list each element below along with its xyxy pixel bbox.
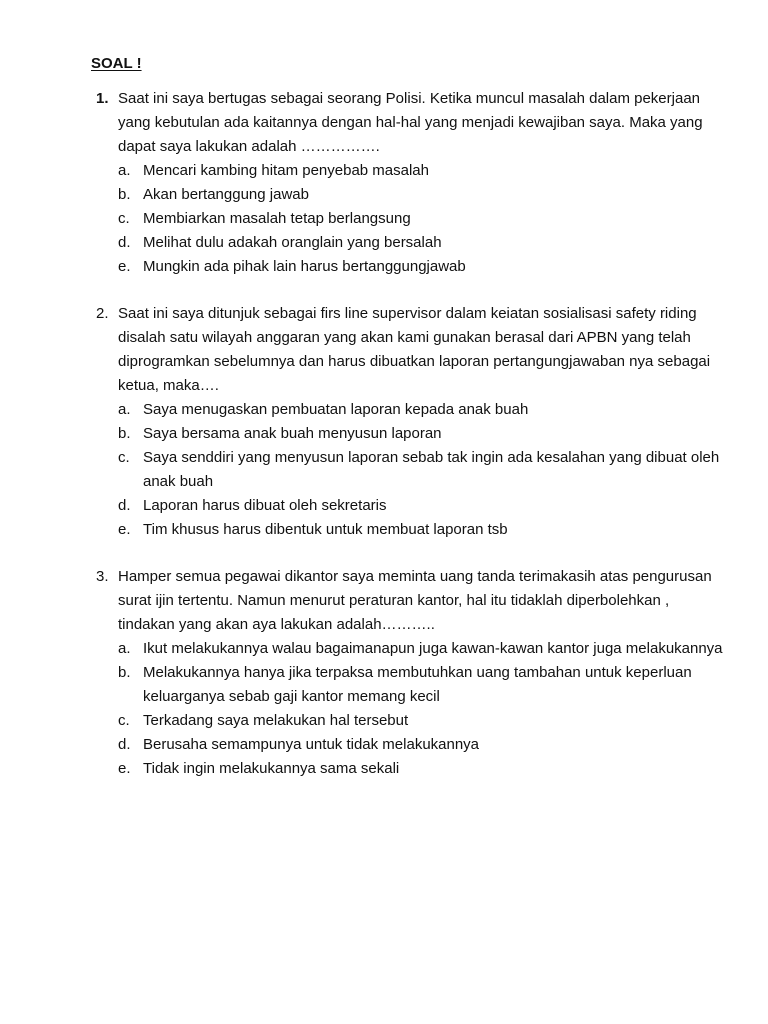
option-letter: d.: [118, 234, 131, 251]
option-text: Saya menugaskan pembuatan laporan kepada anak buah: [143, 401, 529, 418]
answer-option: [118, 255, 726, 279]
answer-option: [118, 422, 726, 446]
answer-option: [118, 661, 726, 709]
answer-option: [118, 183, 726, 207]
question-stem: [96, 565, 726, 637]
answer-options: [96, 637, 726, 781]
answer-options: [96, 159, 726, 279]
option-letter: b.: [118, 664, 131, 681]
option-text: Melakukannya hanya jika terpaksa membutuhkan uang tambahan untuk keperluan keluarganya sebab gaji kantor memang kecil: [143, 664, 692, 705]
question-number: 1.: [96, 90, 109, 107]
answer-option: [118, 637, 726, 661]
option-text: Terkadang saya melakukan hal tersebut: [143, 712, 409, 729]
option-letter: a.: [118, 401, 131, 418]
question-number: 3.: [96, 568, 109, 585]
question-1: [96, 87, 726, 279]
option-letter: b.: [118, 186, 131, 203]
option-letter: c.: [118, 712, 130, 729]
option-text: Ikut melakukannya walau bagaimanapun juga kawan-kawan kantor juga melakukannya: [143, 640, 723, 657]
question-stem: [96, 302, 726, 398]
option-letter: d.: [118, 736, 131, 753]
answer-options: [96, 398, 726, 542]
option-letter: d.: [118, 497, 131, 514]
answer-option: [118, 733, 726, 757]
question-stem: [96, 87, 726, 159]
question-number: 2.: [96, 305, 109, 322]
option-letter: a.: [118, 162, 131, 179]
question-text: Saat ini saya ditunjuk sebagai firs line supervisor dalam keiatan sosialisasi safety riding disalah satu wilayah anggaran yang akan kami gunakan berasal dari APBN yang telah diprogramkan sebelumnya dan harus dibuatkan laporan pertangungjawaban nya sebagai ketua, maka….: [118, 305, 711, 394]
option-text: Berusaha semampunya untuk tidak melakukannya: [143, 736, 480, 753]
answer-option: [118, 709, 726, 733]
answer-option: [118, 398, 726, 422]
option-text: Membiarkan masalah tetap berlangsung: [143, 210, 411, 227]
option-letter: c.: [118, 449, 130, 466]
option-text: Mencari kambing hitam penyebab masalah: [143, 162, 429, 179]
option-letter: e.: [118, 521, 131, 538]
answer-option: [118, 446, 726, 494]
answer-option: [118, 494, 726, 518]
option-text: Laporan harus dibuat oleh sekretaris: [143, 497, 387, 514]
question-3: [96, 565, 726, 781]
option-letter: e.: [118, 258, 131, 275]
option-text: Akan bertanggung jawab: [143, 186, 309, 203]
answer-option: [118, 207, 726, 231]
option-letter: a.: [118, 640, 131, 657]
answer-option: [118, 757, 726, 781]
answer-option: [118, 159, 726, 183]
option-text: Melihat dulu adakah oranglain yang bersalah: [143, 234, 442, 251]
option-text: Mungkin ada pihak lain harus bertanggungjawab: [143, 258, 466, 275]
option-text: Tidak ingin melakukannya sama sekali: [143, 760, 400, 777]
answer-option: [118, 231, 726, 255]
question-text: Saat ini saya bertugas sebagai seorang Polisi. Ketika muncul masalah dalam pekerjaan yang kebutulan ada kaitannya dengan hal-hal yang menjadi kewajiban saya. Maka yang dapat saya lakukan adalah …………….: [118, 90, 703, 155]
option-text: Saya senddiri yang menyusun laporan sebab tak ingin ada kesalahan yang dibuat oleh anak buah: [143, 449, 720, 490]
answer-option: [118, 518, 726, 542]
option-letter: b.: [118, 425, 131, 442]
option-text: Tim khusus harus dibentuk untuk membuat laporan tsb: [143, 521, 508, 538]
option-letter: c.: [118, 210, 130, 227]
page-title: SOAL !: [91, 55, 142, 72]
option-letter: e.: [118, 760, 131, 777]
question-text: Hamper semua pegawai dikantor saya meminta uang tanda terimakasih atas pengurusan surat ijin tertentu. Namun menurut peraturan kantor, hal itu tidaklah diperbolehkan , tindakan yang akan aya lakukan adalah………..: [118, 568, 712, 633]
option-text: Saya bersama anak buah menyusun laporan: [143, 425, 442, 442]
question-2: [96, 302, 726, 542]
